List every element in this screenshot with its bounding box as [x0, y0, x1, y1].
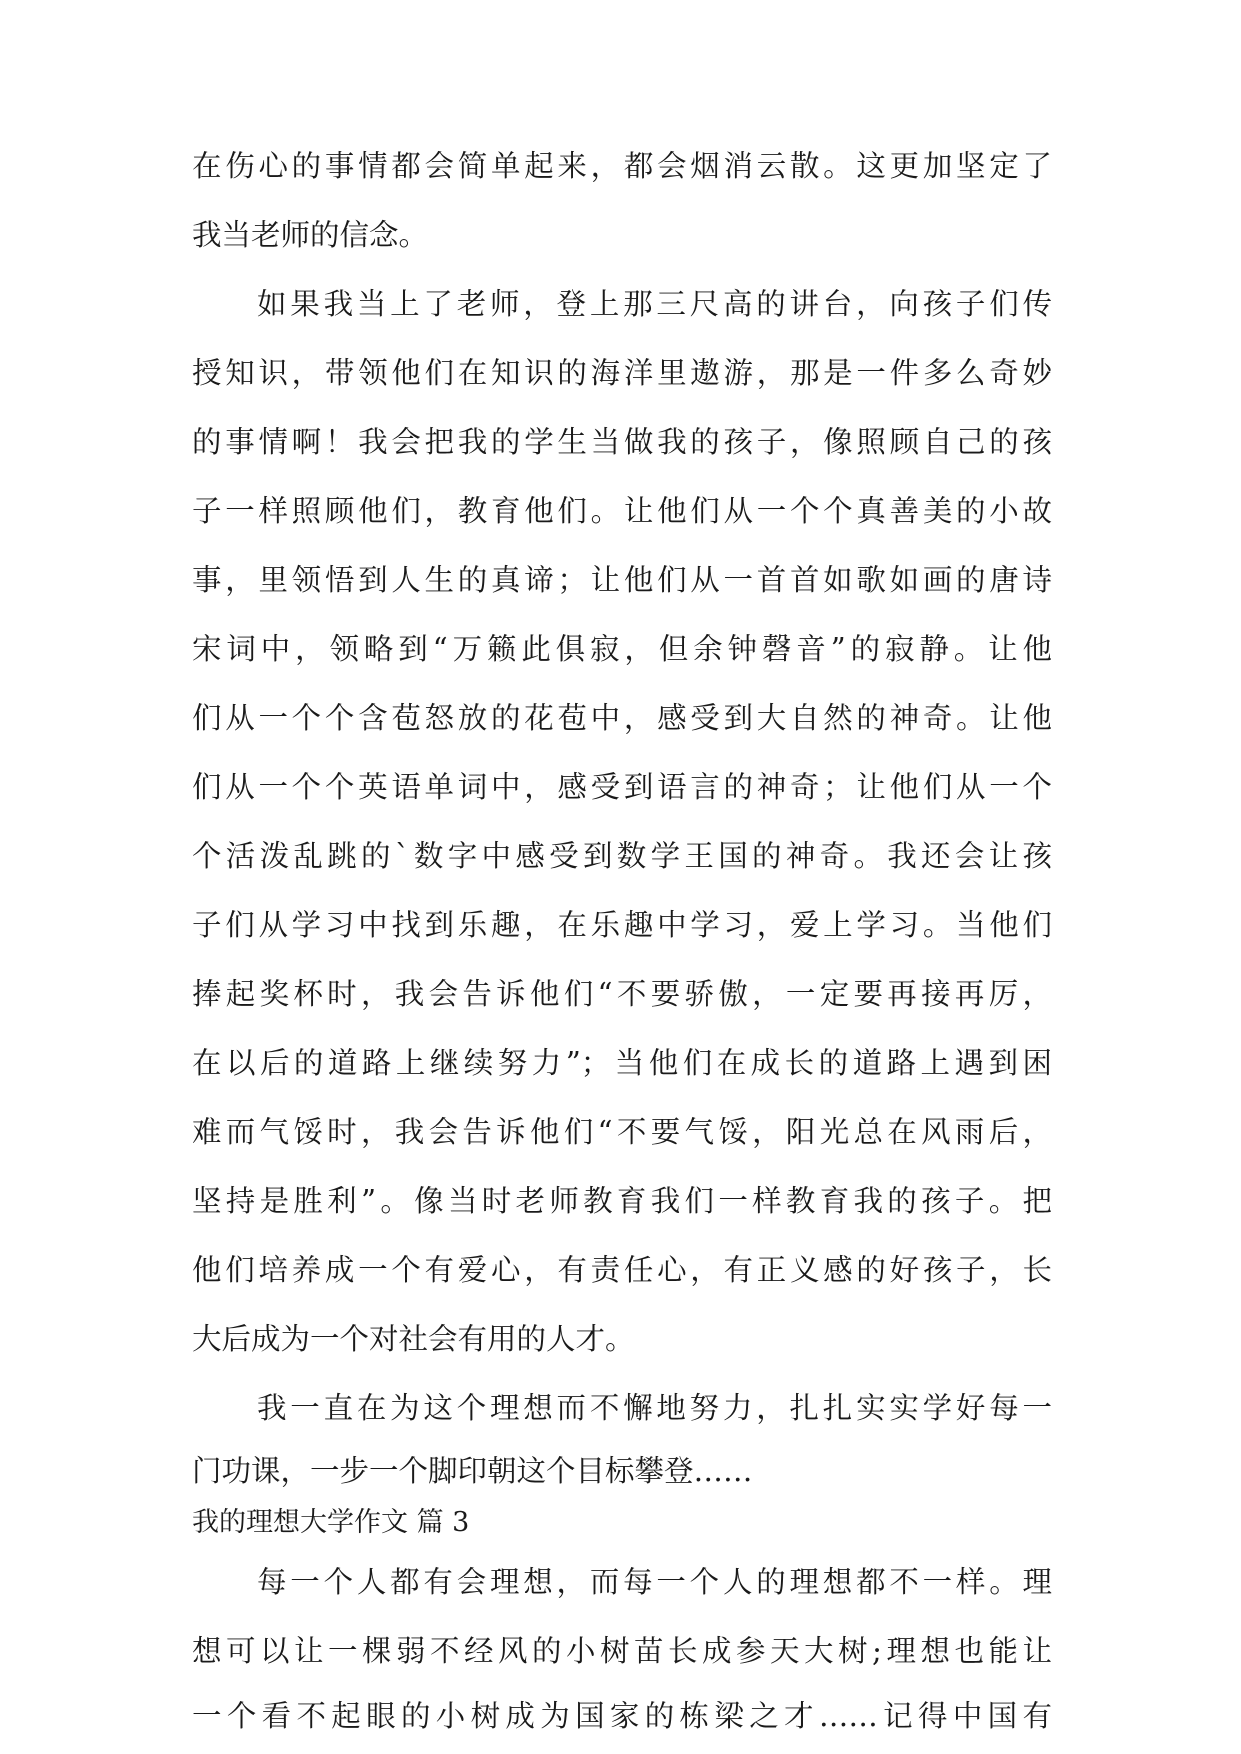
text-line: 他们培养成一个有爱心，有责任心，有正义感的好孩子，长 — [192, 1253, 1052, 1287]
text-line: 在以后的道路上继续努力”；当他们在成长的道路上遇到困 — [192, 1046, 1052, 1080]
text-line: 我一直在为这个理想而不懈地努力，扎扎实实学好每一 — [257, 1391, 1052, 1425]
text-line: 们从一个个英语单词中，感受到语言的神奇；让他们从一个 — [192, 770, 1052, 804]
text-line: 坚持是胜利”。像当时老师教育我们一样教育我的孩子。把 — [192, 1184, 1052, 1218]
section-heading: 我的理想大学作文 篇 3 — [192, 1507, 470, 1538]
text-line: 一个看不起眼的小树成为国家的栋梁之才……记得中国有 — [192, 1699, 1052, 1733]
text-line: 门功课，一步一个脚印朝这个目标攀登…… — [192, 1454, 753, 1488]
text-line: 在伤心的事情都会简单起来，都会烟消云散。这更加坚定了 — [192, 149, 1052, 183]
text-line: 宋词中，领略到“万籁此俱寂，但余钟磬音”的寂静。让他 — [192, 632, 1052, 666]
text-line: 授知识，带领他们在知识的海洋里遨游，那是一件多么奇妙 — [192, 356, 1052, 390]
text-line: 们从一个个含苞怒放的花苞中，感受到大自然的神奇。让他 — [192, 701, 1052, 735]
text-line: 难而气馁时，我会告诉他们“不要气馁，阳光总在风雨后， — [192, 1115, 1052, 1149]
text-line: 子一样照顾他们，教育他们。让他们从一个个真善美的小故 — [192, 494, 1052, 528]
text-line: 每一个人都有会理想，而每一个人的理想都不一样。理 — [257, 1565, 1052, 1599]
text-line: 我当老师的信念。 — [192, 218, 429, 252]
text-line: 想可以让一棵弱不经风的小树苗长成参天大树;理想也能让 — [192, 1634, 1052, 1668]
text-line: 捧起奖杯时，我会告诉他们“不要骄傲，一定要再接再厉， — [192, 977, 1052, 1011]
text-line: 事，里领悟到人生的真谛；让他们从一首首如歌如画的唐诗 — [192, 563, 1052, 597]
text-line: 的事情啊！我会把我的学生当做我的孩子，像照顾自己的孩 — [192, 425, 1052, 459]
text-line: 个活泼乱跳的`数字中感受到数学王国的神奇。我还会让孩 — [192, 839, 1052, 873]
text-line: 如果我当上了老师，登上那三尺高的讲台，向孩子们传 — [257, 287, 1052, 321]
text-line: 子们从学习中找到乐趣，在乐趣中学习，爱上学习。当他们 — [192, 908, 1052, 942]
text-line: 大后成为一个对社会有用的人才。 — [192, 1322, 635, 1356]
